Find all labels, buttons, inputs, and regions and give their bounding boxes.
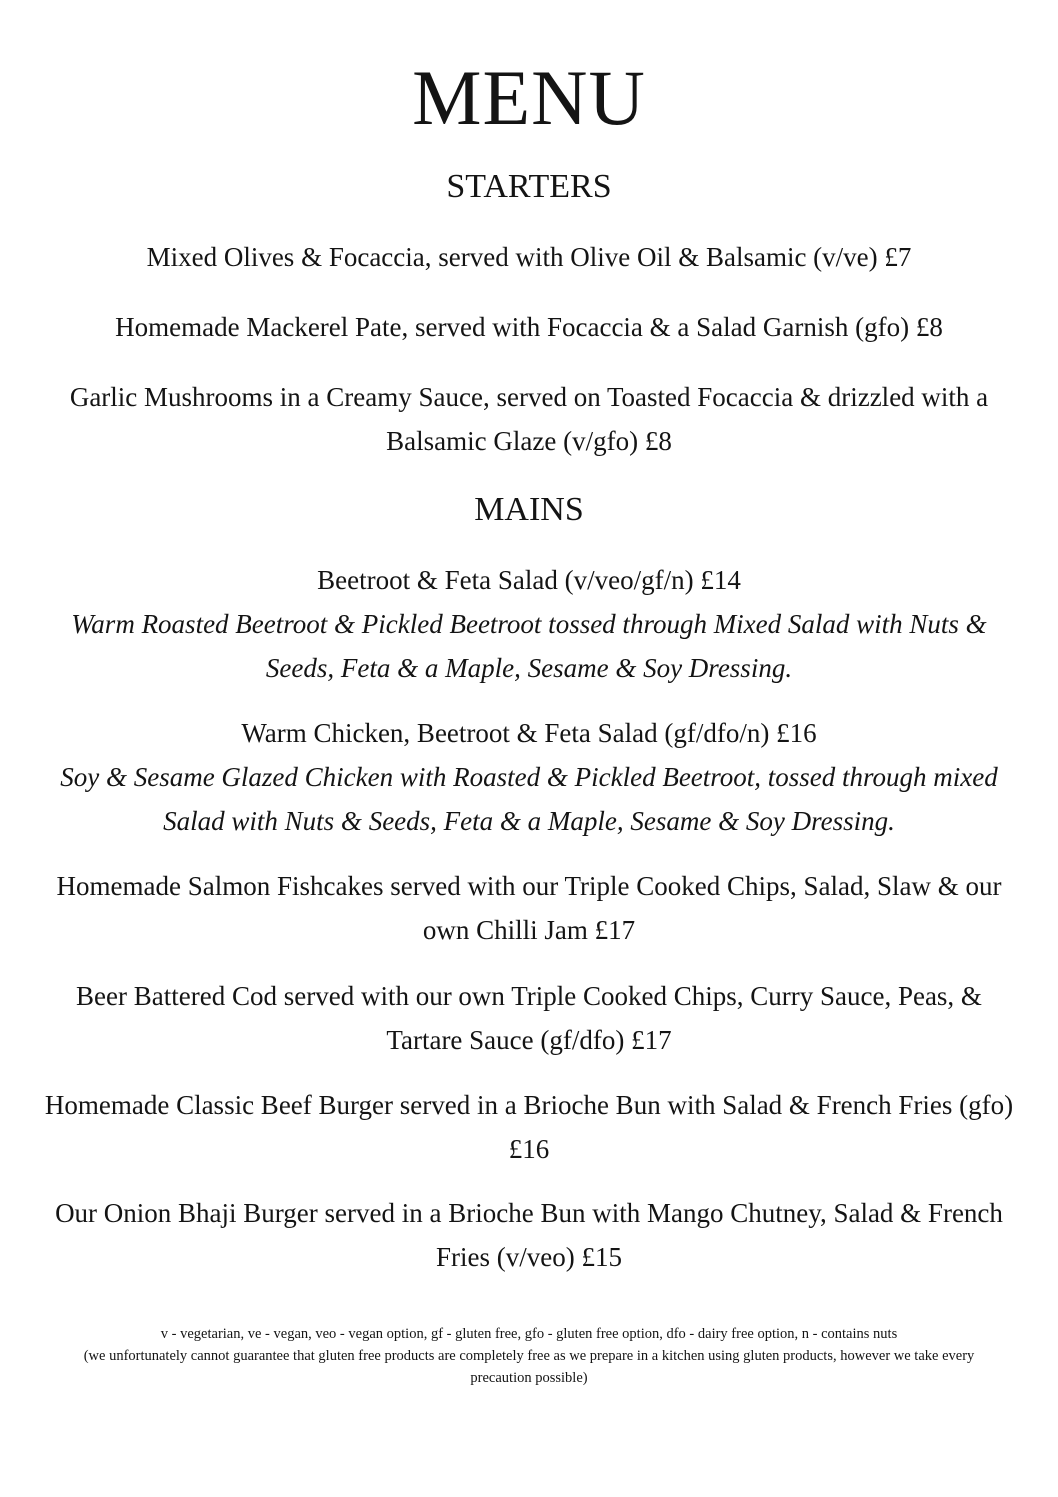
starters-heading: STARTERS: [446, 168, 612, 205]
starter-item-olives: Mixed Olives & Focaccia, served with Olive Oil & Balsamic (v/ve) £7: [146, 242, 912, 272]
main-item-description: Soy & Sesame Glazed Chicken with Roasted & Pickled Beetroot, tossed through mixed Salad with Nuts & Seeds, Feta & a Maple, Sesame & Soy Dressing.: [60, 762, 998, 836]
main-item-beef-burger: Homemade Classic Beef Burger served in a Brioche Bun with Salad & French Fries (gfo) £16: [44, 1090, 1014, 1164]
main-item-beer-battered-cod: Beer Battered Cod served with our own Triple Cooked Chips, Curry Sauce, Peas, & Tartare Sauce (gf/dfo) £17: [76, 981, 982, 1055]
gluten-disclaimer: (we unfortunately cannot guarantee that gluten free products are completely free as we prepare in a kitchen using gluten products, however we take every precaution possible): [83, 1348, 975, 1386]
main-item-description: Warm Roasted Beetroot & Pickled Beetroot tossed through Mixed Salad with Nuts & Seeds, Feta & a Maple, Sesame & Soy Dressing.: [71, 609, 987, 683]
menu-title: MENU: [412, 54, 646, 141]
main-item-warm-chicken-salad: [40, 711, 1018, 843]
main-item-onion-bhaji-burger: Our Onion Bhaji Burger served in a Brioche Bun with Mango Chutney, Salad & French Fries (v/veo) £15: [55, 1198, 1003, 1272]
main-item-title: Warm Chicken, Beetroot & Feta Salad (gf/dfo/n) £16: [241, 718, 817, 748]
mains-heading: MAINS: [474, 491, 584, 528]
starter-item-mackerel-pate: Homemade Mackerel Pate, served with Focaccia & a Salad Garnish (gfo) £8: [115, 312, 943, 342]
starter-item-garlic-mushrooms: Garlic Mushrooms in a Creamy Sauce, served on Toasted Focaccia & drizzled with a Balsamic Glaze (v/gfo) £8: [69, 382, 989, 456]
main-item-salmon-fishcakes: Homemade Salmon Fishcakes served with our Triple Cooked Chips, Salad, Slaw & our own Chilli Jam £17: [56, 871, 1002, 945]
main-item-title: Beetroot & Feta Salad (v/veo/gf/n) £14: [317, 565, 741, 595]
main-item-beetroot-feta-salad: [40, 558, 1018, 690]
dietary-footnote: [80, 1323, 978, 1389]
dietary-key: v - vegetarian, ve - vegan, veo - vegan option, gf - gluten free, gfo - gluten free option, dfo - dairy free option, n - contains nuts: [160, 1326, 898, 1342]
